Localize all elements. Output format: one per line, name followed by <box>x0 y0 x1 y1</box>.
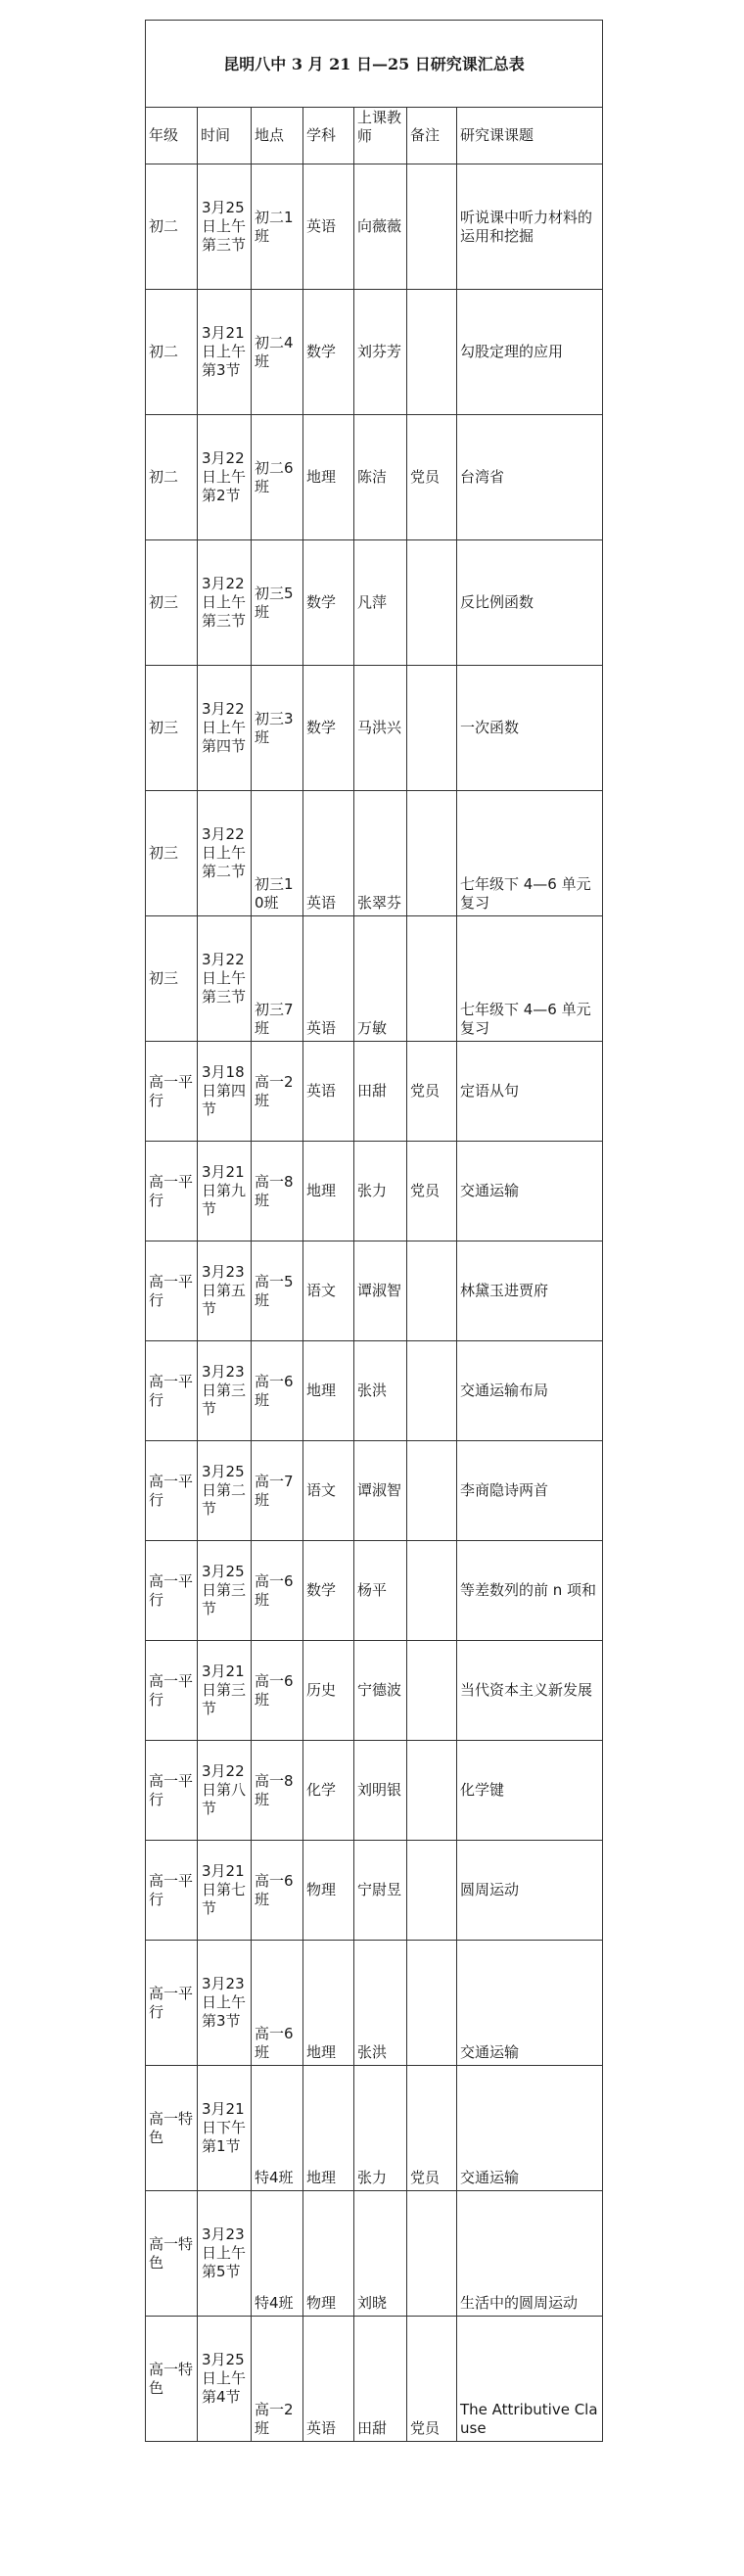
cell-time: 3月22日第八节 <box>198 1741 252 1841</box>
cell-teacher: 马洪兴 <box>354 666 407 791</box>
cell-grade: 初三 <box>146 791 198 916</box>
cell-subject: 地理 <box>303 1142 354 1241</box>
cell-teacher: 张洪 <box>354 1341 407 1441</box>
table-row <box>146 1541 603 1641</box>
table-row <box>146 2317 603 2442</box>
cell-time: 3月22日上午第2节 <box>198 415 252 540</box>
cell-topic: 定语从句 <box>457 1042 603 1142</box>
header-time: 时间 <box>198 108 252 164</box>
table-row <box>146 2066 603 2191</box>
cell-note <box>407 1541 457 1641</box>
cell-subject: 化学 <box>303 1741 354 1841</box>
cell-note: 党员 <box>407 415 457 540</box>
cell-note <box>407 1641 457 1741</box>
cell-place: 高一6班 <box>252 1841 303 1941</box>
cell-topic: 圆周运动 <box>457 1841 603 1941</box>
cell-grade: 初二 <box>146 415 198 540</box>
cell-time: 3月23日第三节 <box>198 1341 252 1441</box>
table-row <box>146 916 603 1042</box>
cell-time: 3月21日上午第3节 <box>198 290 252 415</box>
cell-topic: 勾股定理的应用 <box>457 290 603 415</box>
header-topic: 研究课课题 <box>457 108 603 164</box>
cell-subject: 数学 <box>303 666 354 791</box>
cell-topic: 听说课中听力材料的运用和挖掘 <box>457 164 603 290</box>
cell-time: 3月25日第三节 <box>198 1541 252 1641</box>
cell-topic: 等差数列的前 n 项和 <box>457 1541 603 1641</box>
table-row <box>146 1241 603 1341</box>
summary-table-body <box>146 21 603 2442</box>
table-row <box>146 1441 603 1541</box>
cell-teacher: 陈洁 <box>354 415 407 540</box>
cell-time: 3月25日上午第4节 <box>198 2317 252 2442</box>
title-row <box>146 21 603 108</box>
cell-grade: 高一平行 <box>146 1142 198 1241</box>
cell-subject: 地理 <box>303 415 354 540</box>
cell-time: 3月25日上午第三节 <box>198 164 252 290</box>
cell-teacher: 宁尉昱 <box>354 1841 407 1941</box>
cell-topic: 一次函数 <box>457 666 603 791</box>
cell-teacher: 张力 <box>354 1142 407 1241</box>
cell-grade: 高一平行 <box>146 1042 198 1142</box>
header-teacher: 上课教师 <box>354 108 407 164</box>
cell-topic: 台湾省 <box>457 415 603 540</box>
cell-place: 高一5班 <box>252 1241 303 1341</box>
table-row <box>146 415 603 540</box>
cell-place: 初三7班 <box>252 916 303 1042</box>
cell-place: 初三3班 <box>252 666 303 791</box>
cell-grade: 高一平行 <box>146 1541 198 1641</box>
table-title: 昆明八中 3 月 21 日—25 日研究课汇总表 <box>146 21 603 108</box>
cell-time: 3月21日下午第1节 <box>198 2066 252 2191</box>
cell-place: 高一7班 <box>252 1441 303 1541</box>
cell-teacher: 杨平 <box>354 1541 407 1641</box>
cell-grade: 初三 <box>146 916 198 1042</box>
cell-teacher: 刘晓 <box>354 2191 407 2317</box>
cell-place: 初二4班 <box>252 290 303 415</box>
cell-topic: 李商隐诗两首 <box>457 1441 603 1541</box>
cell-grade: 高一特色 <box>146 2317 198 2442</box>
cell-teacher: 谭淑智 <box>354 1241 407 1341</box>
header-subject: 学科 <box>303 108 354 164</box>
cell-note <box>407 164 457 290</box>
cell-note: 党员 <box>407 1042 457 1142</box>
cell-subject: 数学 <box>303 290 354 415</box>
cell-place: 高一6班 <box>252 1341 303 1441</box>
cell-time: 3月22日上午第三节 <box>198 540 252 666</box>
cell-topic: 交通运输 <box>457 1941 603 2066</box>
cell-time: 3月21日第九节 <box>198 1142 252 1241</box>
cell-topic: The Attributive Clause <box>457 2317 603 2442</box>
cell-grade: 高一平行 <box>146 1841 198 1941</box>
cell-subject: 英语 <box>303 164 354 290</box>
cell-place: 初二1班 <box>252 164 303 290</box>
cell-teacher: 谭淑智 <box>354 1441 407 1541</box>
cell-time: 3月22日上午第四节 <box>198 666 252 791</box>
cell-note <box>407 1741 457 1841</box>
table-row <box>146 290 603 415</box>
cell-time: 3月22日上午第二节 <box>198 791 252 916</box>
cell-time: 3月21日第七节 <box>198 1841 252 1941</box>
cell-teacher: 田甜 <box>354 1042 407 1142</box>
summary-table <box>145 20 603 2442</box>
cell-topic: 反比例函数 <box>457 540 603 666</box>
header-grade: 年级 <box>146 108 198 164</box>
table-row <box>146 540 603 666</box>
cell-topic: 交通运输 <box>457 2066 603 2191</box>
cell-place: 初三10班 <box>252 791 303 916</box>
cell-teacher: 万敏 <box>354 916 407 1042</box>
cell-teacher: 张洪 <box>354 1941 407 2066</box>
cell-grade: 高一平行 <box>146 1441 198 1541</box>
table-row <box>146 791 603 916</box>
cell-note: 党员 <box>407 2317 457 2442</box>
cell-grade: 初三 <box>146 540 198 666</box>
cell-place: 高一2班 <box>252 1042 303 1142</box>
cell-grade: 高一特色 <box>146 2066 198 2191</box>
cell-subject: 物理 <box>303 2191 354 2317</box>
table-row <box>146 1042 603 1142</box>
cell-note <box>407 2191 457 2317</box>
table-row <box>146 1741 603 1841</box>
cell-grade: 高一特色 <box>146 2191 198 2317</box>
cell-note <box>407 1341 457 1441</box>
cell-subject: 地理 <box>303 1341 354 1441</box>
cell-subject: 地理 <box>303 2066 354 2191</box>
cell-topic: 七年级下 4—6 单元复习 <box>457 916 603 1042</box>
cell-note <box>407 666 457 791</box>
cell-topic: 当代资本主义新发展 <box>457 1641 603 1741</box>
cell-teacher: 凡萍 <box>354 540 407 666</box>
cell-note <box>407 1841 457 1941</box>
cell-grade: 初二 <box>146 290 198 415</box>
cell-note <box>407 290 457 415</box>
cell-teacher: 向薇薇 <box>354 164 407 290</box>
cell-subject: 地理 <box>303 1941 354 2066</box>
cell-teacher: 张力 <box>354 2066 407 2191</box>
cell-topic: 七年级下 4—6 单元复习 <box>457 791 603 916</box>
cell-place: 高一6班 <box>252 1541 303 1641</box>
table-row <box>146 1841 603 1941</box>
cell-time: 3月25日第二节 <box>198 1441 252 1541</box>
cell-place: 高一6班 <box>252 1941 303 2066</box>
cell-place: 特4班 <box>252 2191 303 2317</box>
cell-subject: 物理 <box>303 1841 354 1941</box>
cell-time: 3月22日上午第三节 <box>198 916 252 1042</box>
cell-topic: 生活中的圆周运动 <box>457 2191 603 2317</box>
table-row <box>146 1941 603 2066</box>
cell-teacher: 刘芬芳 <box>354 290 407 415</box>
cell-topic: 交通运输 <box>457 1142 603 1241</box>
cell-grade: 高一平行 <box>146 1241 198 1341</box>
cell-note <box>407 1441 457 1541</box>
cell-subject: 语文 <box>303 1241 354 1341</box>
cell-grade: 高一平行 <box>146 1341 198 1441</box>
cell-grade: 高一平行 <box>146 1641 198 1741</box>
table-row <box>146 2191 603 2317</box>
cell-grade: 高一平行 <box>146 1741 198 1841</box>
cell-note <box>407 916 457 1042</box>
cell-teacher: 刘明银 <box>354 1741 407 1841</box>
cell-grade: 初三 <box>146 666 198 791</box>
cell-time: 3月23日第五节 <box>198 1241 252 1341</box>
header-row <box>146 108 603 164</box>
cell-subject: 历史 <box>303 1641 354 1741</box>
cell-subject: 英语 <box>303 1042 354 1142</box>
table-row <box>146 1641 603 1741</box>
cell-subject: 数学 <box>303 540 354 666</box>
cell-note: 党员 <box>407 2066 457 2191</box>
cell-place: 初三5班 <box>252 540 303 666</box>
cell-grade: 初二 <box>146 164 198 290</box>
cell-subject: 英语 <box>303 2317 354 2442</box>
table-row <box>146 666 603 791</box>
cell-topic: 交通运输布局 <box>457 1341 603 1441</box>
cell-subject: 语文 <box>303 1441 354 1541</box>
cell-time: 3月23日上午第5节 <box>198 2191 252 2317</box>
cell-place: 高一2班 <box>252 2317 303 2442</box>
cell-time: 3月18日第四节 <box>198 1042 252 1142</box>
table-row <box>146 1142 603 1241</box>
cell-time: 3月23日上午第3节 <box>198 1941 252 2066</box>
cell-subject: 英语 <box>303 791 354 916</box>
cell-place: 高一8班 <box>252 1741 303 1841</box>
header-note: 备注 <box>407 108 457 164</box>
cell-note <box>407 540 457 666</box>
cell-teacher: 宁德波 <box>354 1641 407 1741</box>
cell-note <box>407 1241 457 1341</box>
cell-grade: 高一平行 <box>146 1941 198 2066</box>
table-row <box>146 1341 603 1441</box>
cell-teacher: 田甜 <box>354 2317 407 2442</box>
cell-topic: 林黛玉进贾府 <box>457 1241 603 1341</box>
cell-place: 特4班 <box>252 2066 303 2191</box>
cell-note <box>407 791 457 916</box>
cell-subject: 数学 <box>303 1541 354 1641</box>
cell-topic: 化学键 <box>457 1741 603 1841</box>
cell-teacher: 张翠芬 <box>354 791 407 916</box>
table-row <box>146 164 603 290</box>
cell-note: 党员 <box>407 1142 457 1241</box>
cell-time: 3月21日第三节 <box>198 1641 252 1741</box>
cell-note <box>407 1941 457 2066</box>
cell-subject: 英语 <box>303 916 354 1042</box>
summary-table-sheet <box>145 20 602 2442</box>
cell-place: 高一6班 <box>252 1641 303 1741</box>
cell-place: 初二6班 <box>252 415 303 540</box>
header-place: 地点 <box>252 108 303 164</box>
cell-place: 高一8班 <box>252 1142 303 1241</box>
